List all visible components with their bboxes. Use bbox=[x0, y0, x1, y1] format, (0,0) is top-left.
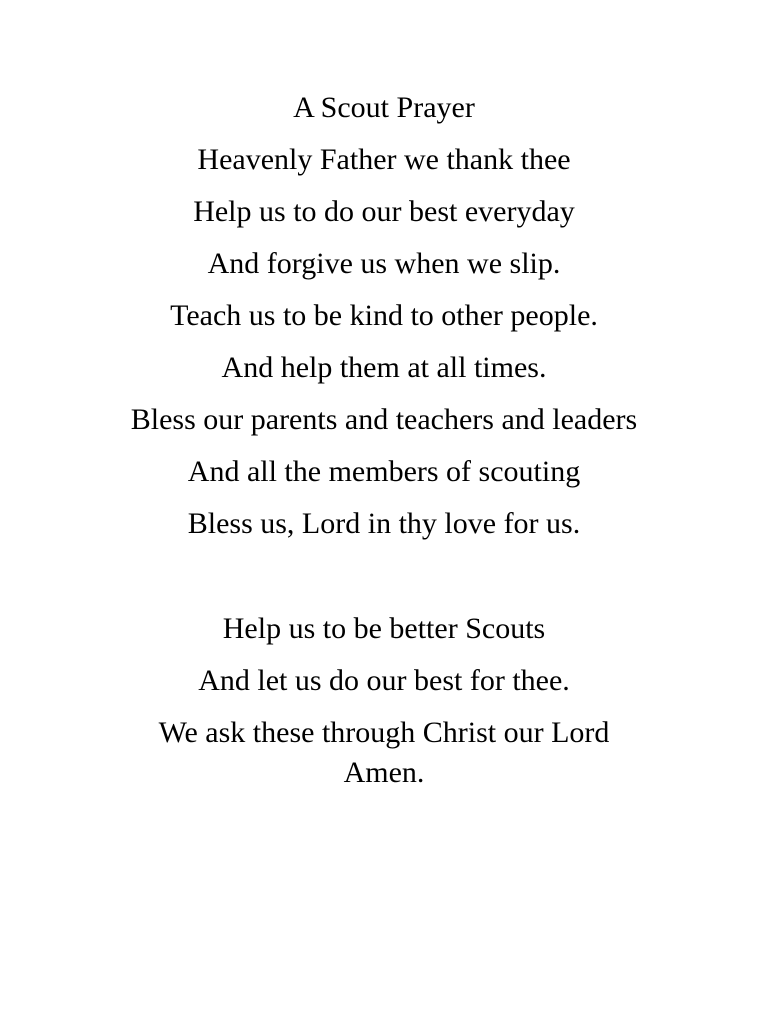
prayer-line: Heavenly Father we thank thee bbox=[197, 143, 571, 176]
prayer-title: A Scout Prayer bbox=[293, 91, 475, 124]
prayer-amen: Amen. bbox=[343, 756, 425, 789]
prayer-line: And help them at all times. bbox=[221, 351, 547, 384]
prayer-stanza-2 bbox=[0, 614, 768, 810]
prayer-line: We ask these through Christ our Lord bbox=[158, 716, 610, 749]
prayer-line: Teach us to be kind to other people. bbox=[170, 299, 598, 332]
prayer-line: Help us to do our best everyday bbox=[193, 195, 575, 228]
prayer-line: And let us do our best for thee. bbox=[198, 664, 570, 697]
prayer-line: Help us to be better Scouts bbox=[222, 612, 546, 645]
prayer-line: And all the members of scouting bbox=[187, 455, 581, 488]
prayer-line: Bless us, Lord in thy love for us. bbox=[187, 507, 581, 540]
prayer-line: And forgive us when we slip. bbox=[207, 247, 561, 280]
prayer-stanza-1 bbox=[0, 93, 768, 561]
prayer-line: Bless our parents and teachers and leaders bbox=[130, 403, 638, 436]
